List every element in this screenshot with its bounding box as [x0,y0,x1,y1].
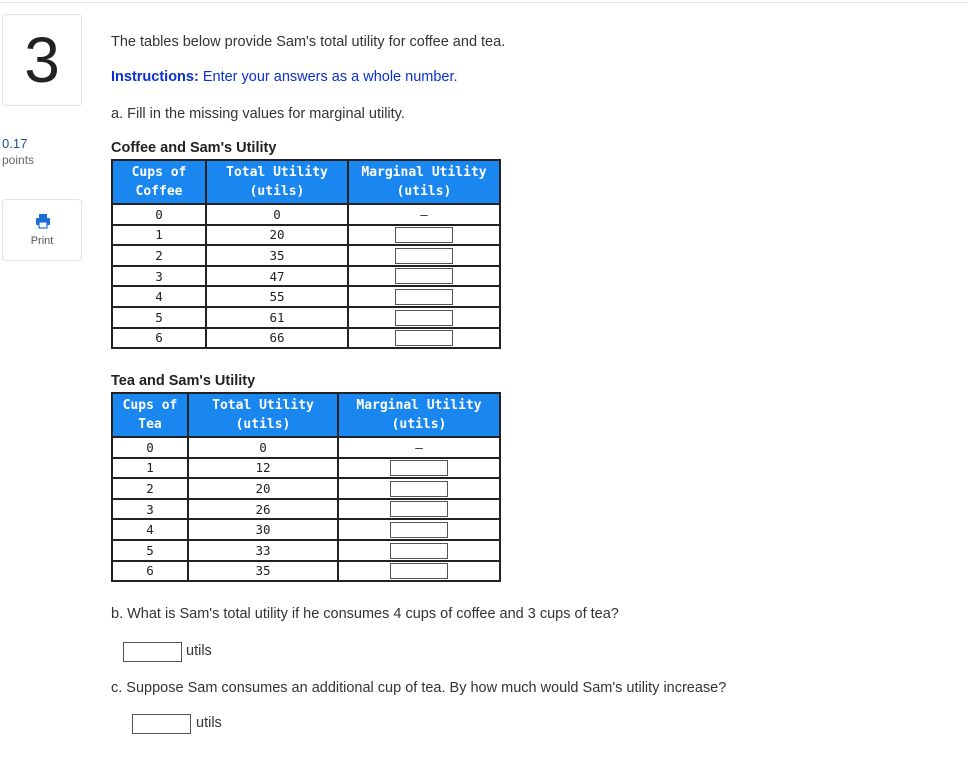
cups-cell: 3 [112,499,188,520]
table-row [112,286,500,307]
cups-cell: 6 [112,328,206,349]
marginal-utility-cell [348,328,500,349]
question-number-box [2,14,82,106]
cups-cell: 1 [112,225,206,246]
question-number: 3 [24,24,60,96]
marginal-utility-cell [348,286,500,307]
part-b-text: b. What is Sam's total utility if he consumes 4 cups of coffee and 3 cups of tea? [111,606,619,622]
part-b-unit: utils [186,643,212,659]
cups-cell: 0 [112,204,206,225]
tea-table-title: Tea and Sam's Utility [111,373,256,389]
marginal-utility-cell [348,266,500,287]
marginal-utility-input[interactable] [395,268,453,284]
marginal-utility-cell [338,540,500,561]
marginal-utility-input[interactable] [395,248,453,264]
col-header-marginal-utility: Marginal Utility (utils) [348,160,500,204]
cups-cell: 5 [112,540,188,561]
part-c-unit: utils [196,715,222,731]
cups-cell: 5 [112,307,206,328]
coffee-utility-table [111,159,501,349]
printer-icon [35,213,51,229]
marginal-utility-cell: — [348,204,500,225]
total-utility-cell: 20 [188,478,338,499]
marginal-utility-input[interactable] [390,460,448,476]
table-row [112,519,500,540]
col-header-total-utility: Total Utility (utils) [206,160,348,204]
col-header-total-utility: Total Utility (utils) [188,393,338,437]
marginal-utility-input[interactable] [390,543,448,559]
print-label: Print [30,235,54,247]
table-row [112,499,500,520]
total-utility-cell: 33 [188,540,338,561]
table-row [112,266,500,287]
total-utility-cell: 0 [188,437,338,458]
marginal-utility-cell: — [338,437,500,458]
print-button[interactable] [2,199,82,261]
cups-cell: 4 [112,286,206,307]
table-header-row [112,160,500,204]
total-utility-cell: 30 [188,519,338,540]
instructions-text: Enter your answers as a whole number. [198,69,458,85]
marginal-utility-cell [338,519,500,540]
total-utility-cell: 20 [206,225,348,246]
marginal-utility-cell [338,561,500,582]
marginal-utility-cell [348,307,500,328]
coffee-table-title: Coffee and Sam's Utility [111,140,277,156]
table-row [112,458,500,479]
total-utility-cell: 35 [188,561,338,582]
col-header-cups: Cups of Tea [112,393,188,437]
cups-cell: 6 [112,561,188,582]
top-divider [0,2,968,3]
table-row [112,540,500,561]
marginal-utility-input[interactable] [395,289,453,305]
part-a-text: a. Fill in the missing values for marginal utility. [111,106,405,122]
cups-cell: 2 [112,478,188,499]
tea-utility-table [111,392,501,582]
intro-text: The tables below provide Sam's total utility for coffee and tea. [111,34,506,50]
cups-cell: 2 [112,245,206,266]
table-row [112,478,500,499]
part-c-answer-input[interactable] [132,714,191,734]
points-label: points [2,153,35,167]
marginal-utility-cell [348,245,500,266]
total-utility-cell: 55 [206,286,348,307]
table-row [112,328,500,349]
marginal-utility-input[interactable] [395,330,453,346]
marginal-utility-input[interactable] [390,481,448,497]
marginal-utility-cell [348,225,500,246]
table-row [112,204,500,225]
part-b-answer-input[interactable] [123,642,182,662]
table-header-row [112,393,500,437]
table-row [112,225,500,246]
total-utility-cell: 35 [206,245,348,266]
marginal-utility-input[interactable] [390,522,448,538]
cups-cell: 1 [112,458,188,479]
cups-cell: 3 [112,266,206,287]
marginal-utility-input[interactable] [395,227,453,243]
total-utility-cell: 26 [188,499,338,520]
marginal-utility-cell [338,499,500,520]
total-utility-cell: 47 [206,266,348,287]
table-row [112,561,500,582]
points-value: 0.17 [2,136,28,151]
marginal-utility-input[interactable] [395,310,453,326]
table-row [112,245,500,266]
instructions-label: Instructions: [111,69,199,85]
marginal-utility-cell [338,478,500,499]
total-utility-cell: 12 [188,458,338,479]
total-utility-cell: 61 [206,307,348,328]
table-row [112,307,500,328]
instructions [111,69,458,85]
marginal-utility-input[interactable] [390,563,448,579]
col-header-cups: Cups of Coffee [112,160,206,204]
part-c-text: c. Suppose Sam consumes an additional cup of tea. By how much would Sam's utility increase? [111,680,727,696]
marginal-utility-input[interactable] [390,501,448,517]
cups-cell: 4 [112,519,188,540]
total-utility-cell: 0 [206,204,348,225]
col-header-marginal-utility: Marginal Utility (utils) [338,393,500,437]
marginal-utility-cell [338,458,500,479]
cups-cell: 0 [112,437,188,458]
total-utility-cell: 66 [206,328,348,349]
table-row [112,437,500,458]
